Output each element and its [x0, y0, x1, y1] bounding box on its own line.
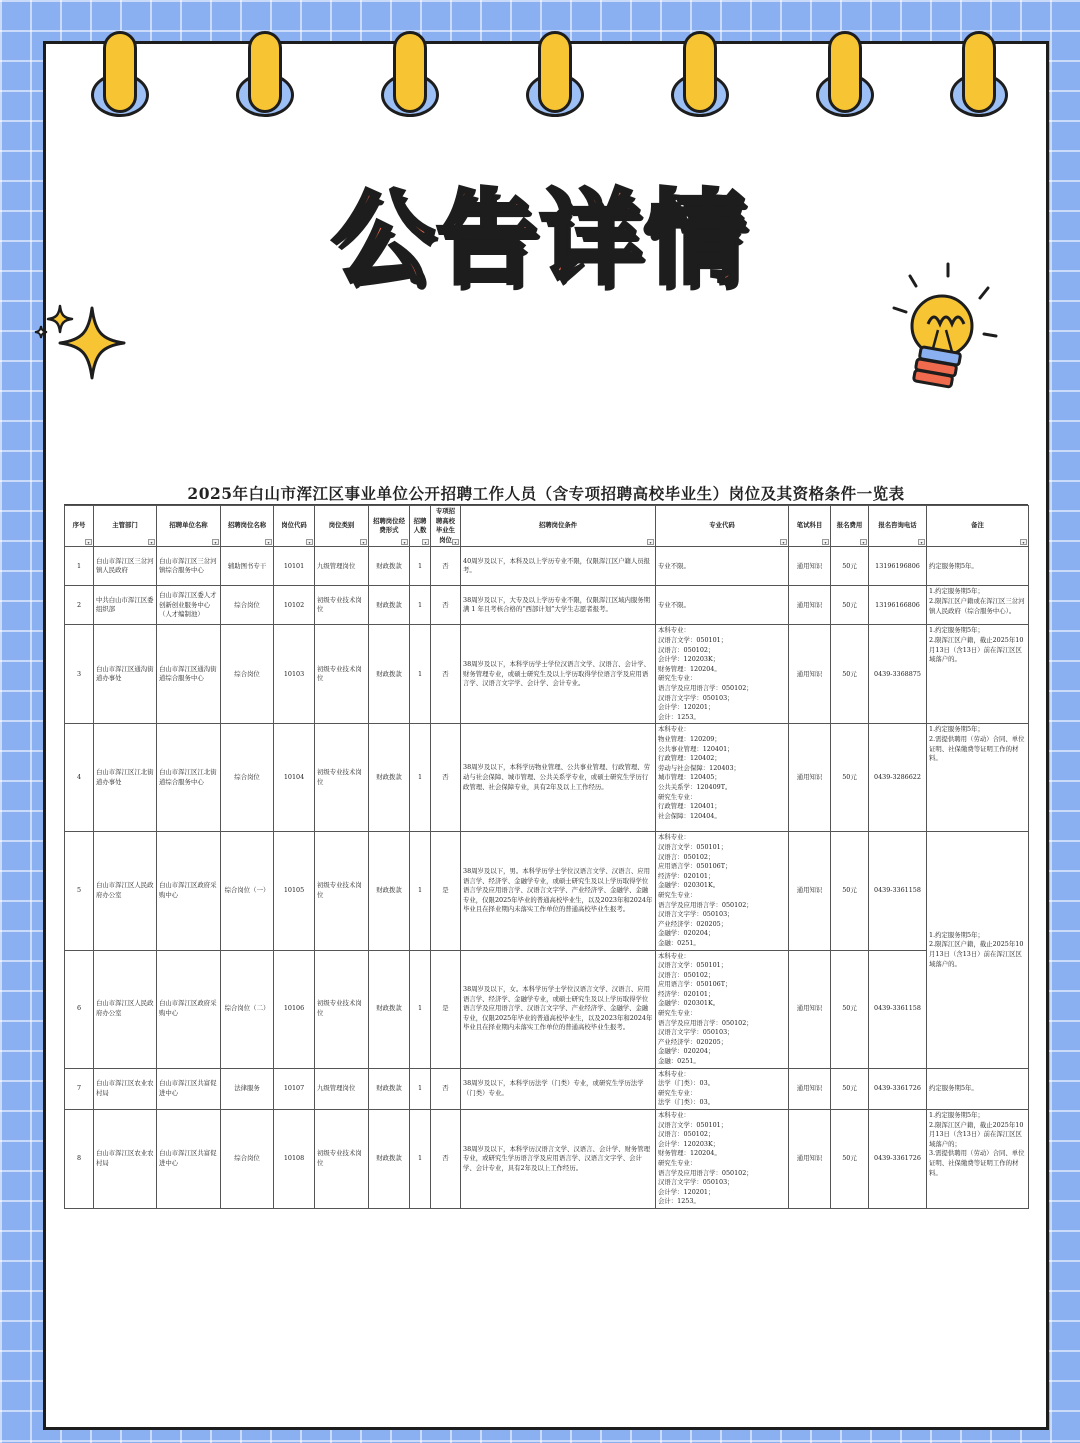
cell-conditions[interactable]: 38周岁及以下，本科学历法学（门类）专业，或研究生学历法学（门类）专业。 — [461, 1068, 656, 1109]
cell-code[interactable]: 10104 — [274, 724, 315, 832]
binder-ring — [248, 31, 282, 113]
cell-count[interactable]: 1 — [410, 950, 431, 1068]
cell-exam[interactable]: 通用知识 — [789, 724, 831, 832]
column-header[interactable]: 招聘岗位经费形式 ▾ — [369, 506, 410, 547]
cell-phone[interactable]: 0439-3361158 — [869, 950, 927, 1068]
filter-icon[interactable]: ▾ — [360, 539, 367, 545]
cell-category[interactable]: 初级专业技术岗位 — [315, 724, 369, 832]
table-row — [65, 547, 1029, 586]
cell-funding[interactable]: 财政拨款 — [369, 625, 410, 724]
cell-code[interactable]: 10102 — [274, 586, 315, 625]
cell-exam[interactable]: 通用知识 — [789, 950, 831, 1068]
cell-conditions[interactable]: 38周岁及以下，本科学历学士学位汉语言文学、汉语言、会计学、财务管理专业，或硕士研究生及以上学历取得学位语言学及应用语言学、汉语言文字学、会计学、会计专业。 — [461, 625, 656, 724]
column-header[interactable]: 专项招聘高校毕业生岗位 ▾ — [431, 506, 461, 547]
table-row — [65, 1110, 1029, 1209]
filter-icon[interactable]: ▾ — [422, 539, 429, 545]
job-table — [64, 505, 1029, 1209]
filter-icon[interactable]: ▾ — [306, 539, 313, 545]
cell-unit[interactable]: 白山市浑江区委人才创新创业服务中心（人才编制池） — [157, 586, 221, 625]
cell-notes[interactable]: 1.约定服务期5年； 2.限浑江区户籍，截止2025年10月13日（含13日）前在浑江区区域落户的； 3.需提供聘用（劳动）合同、单位证明、社保缴费等证明工作的材料。 — [927, 1110, 1029, 1209]
cell-phone[interactable]: 0439-3286622 — [869, 724, 927, 832]
cell-phone[interactable]: 13196166806 — [869, 586, 927, 625]
cell-fee[interactable]: 50元 — [831, 1110, 869, 1209]
cell-position[interactable]: 综合岗位 — [221, 625, 274, 724]
cell-conditions[interactable]: 38周岁及以下，本科学历物业管理、公共事业管理、行政管理、劳动与社会保障、城市管理、公共关系学专业，或硕士研究生学历行政管理、社会保障专业，具有2年及以上工作经历。 — [461, 724, 656, 832]
cell-notes[interactable]: 约定服务期5年。 — [927, 547, 1029, 586]
cell-code[interactable]: 10107 — [274, 1068, 315, 1109]
filter-icon[interactable]: ▾ — [860, 539, 867, 545]
cell-code[interactable]: 10103 — [274, 625, 315, 724]
cell-fee[interactable]: 50元 — [831, 832, 869, 950]
cell-phone[interactable]: 13196196806 — [869, 547, 927, 586]
cell-category[interactable]: 初级专业技术岗位 — [315, 625, 369, 724]
table-row — [65, 625, 1029, 724]
cell-major-code[interactable]: 专业不限。 — [656, 586, 789, 625]
cell-category[interactable]: 初级专业技术岗位 — [315, 832, 369, 950]
cell-special[interactable]: 是 — [431, 950, 461, 1068]
cell-major-code[interactable]: 本科专业： 物业管理：120209； 公共事业管理：120401； 行政管理：120402； 劳动与社会保障：120403； 城市管理：120405； 公共关系学：120409T。 研究生专业： 行政管理：120401； 社会保障：120404。 — [656, 724, 789, 832]
filter-icon[interactable]: ▾ — [401, 539, 408, 545]
cell-count[interactable]: 1 — [410, 1068, 431, 1109]
table-row — [65, 586, 1029, 625]
filter-icon[interactable]: ▾ — [780, 539, 787, 545]
page-title: 公告详情 — [332, 180, 748, 299]
sparkle-icon — [34, 302, 132, 384]
cell-category[interactable]: 初级专业技术岗位 — [315, 950, 369, 1068]
cell-department[interactable]: 白山市浑江区通沟街道办事处 — [94, 625, 157, 724]
cell-funding[interactable]: 财政拨款 — [369, 950, 410, 1068]
column-header[interactable]: 报名费用 ▾ — [831, 506, 869, 547]
column-header[interactable]: 岗位类别 ▾ — [315, 506, 369, 547]
column-header[interactable]: 笔试科目 ▾ — [789, 506, 831, 547]
cell-conditions[interactable]: 40周岁及以下，本科及以上学历专业不限，仅限浑江区户籍人员报考。 — [461, 547, 656, 586]
cell-code[interactable]: 10105 — [274, 832, 315, 950]
cell-category[interactable]: 初级专业技术岗位 — [315, 586, 369, 625]
cell-unit[interactable]: 白山市浑江区共富促进中心 — [157, 1110, 221, 1209]
column-header[interactable]: 岗位代码 ▾ — [274, 506, 315, 547]
cell-conditions[interactable]: 38周岁及以下，男。本科学历学士学位汉语言文学、汉语言、应用语言学、经济学、金融学专业，或硕士研究生及以上学历取得学位语言学及应用语言学、汉语言文字学、产业经济学、金融学、金融专业，仅限2025年毕业的普通高校毕业生，以及2023年和2024年毕业且在择业期内未落实工作单位的普通高校毕业生报考。 — [461, 832, 656, 950]
cell-category[interactable]: 初级专业技术岗位 — [315, 1110, 369, 1209]
cell-conditions[interactable]: 38周岁及以下，本科学历汉语言文学、汉语言、会计学、财务管理专业，或研究生学历语言学及应用语言学、汉语言文字学、会计学、会计专业，具有2年及以上工作经历。 — [461, 1110, 656, 1209]
cell-special[interactable]: 否 — [431, 586, 461, 625]
cell-fee[interactable]: 50元 — [831, 724, 869, 832]
column-header[interactable]: 报名咨询电话 ▾ — [869, 506, 927, 547]
cell-index[interactable]: 8 — [65, 1110, 94, 1209]
filter-icon[interactable]: ▾ — [1020, 539, 1027, 545]
cell-department[interactable]: 白山市浑江区人民政府办公室 — [94, 950, 157, 1068]
cell-conditions[interactable]: 38周岁及以下，大专及以上学历专业不限，仅限浑江区域内服务期满 1 年且考核合格的“西部计划”大学生志愿者报考。 — [461, 586, 656, 625]
cell-position[interactable]: 综合岗位 — [221, 724, 274, 832]
cell-count[interactable]: 1 — [410, 625, 431, 724]
cell-notes[interactable]: 1.约定服务期5年； 2.限浑江区户籍或在浑江区三岔河镇人民政府（综合服务中心）。 — [927, 586, 1029, 625]
filter-icon[interactable]: ▾ — [647, 539, 654, 545]
cell-category[interactable]: 九级管理岗位 — [315, 547, 369, 586]
cell-department[interactable]: 白山市浑江区农业农村局 — [94, 1068, 157, 1109]
cell-count[interactable]: 1 — [410, 1110, 431, 1209]
binder-ring — [962, 31, 996, 113]
cell-notes[interactable]: 约定服务期5年。 — [927, 1068, 1029, 1109]
cell-position[interactable]: 法律服务 — [221, 1068, 274, 1109]
cell-count[interactable]: 1 — [410, 832, 431, 950]
cell-fee[interactable]: 50元 — [831, 586, 869, 625]
cell-special[interactable]: 是 — [431, 832, 461, 950]
cell-unit[interactable]: 白山市浑江区政府采购中心 — [157, 832, 221, 950]
binder-ring — [103, 31, 137, 113]
cell-exam[interactable]: 通用知识 — [789, 547, 831, 586]
cell-fee[interactable]: 50元 — [831, 625, 869, 724]
cell-department[interactable]: 白山市浑江区农业农村局 — [94, 1110, 157, 1209]
binder-ring — [538, 31, 572, 113]
cell-index[interactable]: 2 — [65, 586, 94, 625]
cell-fee[interactable]: 50元 — [831, 1068, 869, 1109]
cell-special[interactable]: 否 — [431, 547, 461, 586]
cell-major-code[interactable]: 本科专业： 法学（门类）：03。 研究生专业： 法学（门类）：03。 — [656, 1068, 789, 1109]
filter-icon[interactable]: ▾ — [148, 539, 155, 545]
cell-fee[interactable]: 50元 — [831, 950, 869, 1068]
column-header[interactable]: 招聘人数 ▾ — [410, 506, 431, 547]
table-row — [65, 950, 1029, 1068]
cell-position[interactable]: 综合岗位 — [221, 586, 274, 625]
column-header[interactable]: 招聘岗位条件 ▾ — [461, 506, 656, 547]
cell-major-code[interactable]: 本科专业： 汉语言文学：050101； 汉语言：050102； 应用语言学：050106T； 经济学：020101； 金融学：020301K。 研究生专业： 语言学及应用语言学：050102； 汉语言文字学：050103； 产业经济学：020205； 金融学：020204； 金融：0251。 — [656, 950, 789, 1068]
cell-funding[interactable]: 财政拨款 — [369, 1110, 410, 1209]
cell-code[interactable]: 10106 — [274, 950, 315, 1068]
cell-notes[interactable]: 1.约定服务期5年； 2.限浑江区户籍，截止2025年10月13日（含13日）前在浑江区区域落户的。 — [927, 625, 1029, 724]
cell-unit[interactable]: 白山市浑江区政府采购中心 — [157, 950, 221, 1068]
column-header[interactable]: 主管部门 ▾ — [94, 506, 157, 547]
cell-index[interactable]: 1 — [65, 547, 94, 586]
cell-department[interactable]: 白山市浑江区三岔河镇人民政府 — [94, 547, 157, 586]
cell-position[interactable]: 辅助图书专干 — [221, 547, 274, 586]
cell-index[interactable]: 5 — [65, 832, 94, 950]
cell-count[interactable]: 1 — [410, 586, 431, 625]
column-header[interactable]: 招聘岗位名称 ▾ — [221, 506, 274, 547]
column-header[interactable]: 序号 ▾ — [65, 506, 94, 547]
cell-index[interactable]: 3 — [65, 625, 94, 724]
filter-icon[interactable]: ▾ — [918, 539, 925, 545]
cell-phone[interactable]: 0439-3361726 — [869, 1110, 927, 1209]
header-row — [65, 506, 1029, 547]
filter-icon[interactable]: ▾ — [85, 539, 92, 545]
binder-ring — [393, 31, 427, 113]
cell-exam[interactable]: 通用知识 — [789, 832, 831, 950]
cell-exam[interactable]: 通用知识 — [789, 1068, 831, 1109]
cell-position[interactable]: 综合岗位 — [221, 1110, 274, 1209]
cell-exam[interactable]: 通用知识 — [789, 1110, 831, 1209]
cell-position[interactable]: 综合岗位（一） — [221, 832, 274, 950]
cell-category[interactable]: 九级管理岗位 — [315, 1068, 369, 1109]
cell-phone[interactable]: 0439-3368875 — [869, 625, 927, 724]
cell-index[interactable]: 6 — [65, 950, 94, 1068]
cell-unit[interactable]: 白山市浑江区三岔河镇综合服务中心 — [157, 547, 221, 586]
cell-funding[interactable]: 财政拨款 — [369, 547, 410, 586]
cell-unit[interactable]: 白山市浑江区共富促进中心 — [157, 1068, 221, 1109]
cell-fee[interactable]: 50元 — [831, 547, 869, 586]
filter-icon[interactable]: ▾ — [822, 539, 829, 545]
binder-ring — [683, 31, 717, 113]
cell-unit[interactable]: 白山市浑江区通沟街道综合服务中心 — [157, 625, 221, 724]
cell-index[interactable]: 7 — [65, 1068, 94, 1109]
cell-exam[interactable]: 通用知识 — [789, 625, 831, 724]
cell-code[interactable]: 10108 — [274, 1110, 315, 1209]
filter-icon[interactable]: ▾ — [212, 539, 219, 545]
cell-notes[interactable]: 1.约定服务期5年； 2.需提供聘用（劳动）合同、单位证明、社保缴费等证明工作的材料。 — [927, 724, 1029, 832]
spreadsheet — [64, 483, 1028, 1209]
cell-funding[interactable]: 财政拨款 — [369, 1068, 410, 1109]
cell-major-code[interactable]: 专业不限。 — [656, 547, 789, 586]
cell-major-code[interactable]: 本科专业： 汉语言文学：050101； 汉语言：050102； 会计学：120203K； 财务管理：120204。 研究生专业： 语言学及应用语言学：050102； 汉语言文字学：050103； 会计学：120201； 会计：1253。 — [656, 625, 789, 724]
cell-special[interactable]: 否 — [431, 625, 461, 724]
cell-notes-merged[interactable]: 1.约定服务期5年； 2.限浑江区户籍，截止2025年10月13日（含13日）前在浑江区区域落户的。 — [927, 832, 1029, 1068]
cell-department[interactable]: 白山市浑江区江北街道办事处 — [94, 724, 157, 832]
cell-special[interactable]: 否 — [431, 724, 461, 832]
cell-conditions[interactable]: 38周岁及以下，女。本科学历学士学位汉语言文学、汉语言、应用语言学、经济学、金融学专业，或硕士研究生及以上学历取得学位语言学及应用语言学、汉语言文字学、产业经济学、金融学、金融专业，仅限2025年毕业的普通高校毕业生，以及2023年和2024年毕业且在择业期内未落实工作单位的普通高校毕业生报考。 — [461, 950, 656, 1068]
column-header[interactable]: 招聘单位名称 ▾ — [157, 506, 221, 547]
cell-count[interactable]: 1 — [410, 724, 431, 832]
cell-phone[interactable]: 0439-3361158 — [869, 832, 927, 950]
filter-icon[interactable]: ▾ — [452, 539, 459, 545]
cell-index[interactable]: 4 — [65, 724, 94, 832]
column-header[interactable]: 专业代码 ▾ — [656, 506, 789, 547]
cell-special[interactable]: 否 — [431, 1068, 461, 1109]
cell-department[interactable]: 中共白山市浑江区委组织部 — [94, 586, 157, 625]
cell-funding[interactable]: 财政拨款 — [369, 586, 410, 625]
table-row — [65, 724, 1029, 832]
cell-major-code[interactable]: 本科专业： 汉语言文学：050101； 汉语言：050102； 会计学：120203K； 财务管理：120204。 研究生专业： 语言学及应用语言学：050102； 汉语言文字学：050103； 会计学：120201； 会计：1253。 — [656, 1110, 789, 1209]
cell-position[interactable]: 综合岗位（二） — [221, 950, 274, 1068]
cell-count[interactable]: 1 — [410, 547, 431, 586]
cell-funding[interactable]: 财政拨款 — [369, 832, 410, 950]
sheet-title: 2025年白山市浑江区事业单位公开招聘工作人员（含专项招聘高校毕业生）岗位及其资格条件一览表 — [64, 483, 1028, 505]
cell-special[interactable]: 否 — [431, 1110, 461, 1209]
cell-major-code[interactable]: 本科专业： 汉语言文学：050101； 汉语言：050102； 应用语言学：050106T； 经济学：020101； 金融学：020301K。 研究生专业： 语言学及应用语言学：050102； 汉语言文字学：050103； 产业经济学：020205； 金融学：020204； 金融：0251。 — [656, 832, 789, 950]
cell-phone[interactable]: 0439-3361726 — [869, 1068, 927, 1109]
column-header[interactable]: 备注 ▾ — [927, 506, 1029, 547]
cell-funding[interactable]: 财政拨款 — [369, 724, 410, 832]
cell-exam[interactable]: 通用知识 — [789, 586, 831, 625]
binder-ring — [828, 31, 862, 113]
cell-code[interactable]: 10101 — [274, 547, 315, 586]
table-row — [65, 1068, 1029, 1109]
cell-unit[interactable]: 白山市浑江区江北街道综合服务中心 — [157, 724, 221, 832]
cell-department[interactable]: 白山市浑江区人民政府办公室 — [94, 832, 157, 950]
table-row — [65, 832, 1029, 950]
filter-icon[interactable]: ▾ — [265, 539, 272, 545]
lightbulb-icon — [880, 258, 1010, 398]
